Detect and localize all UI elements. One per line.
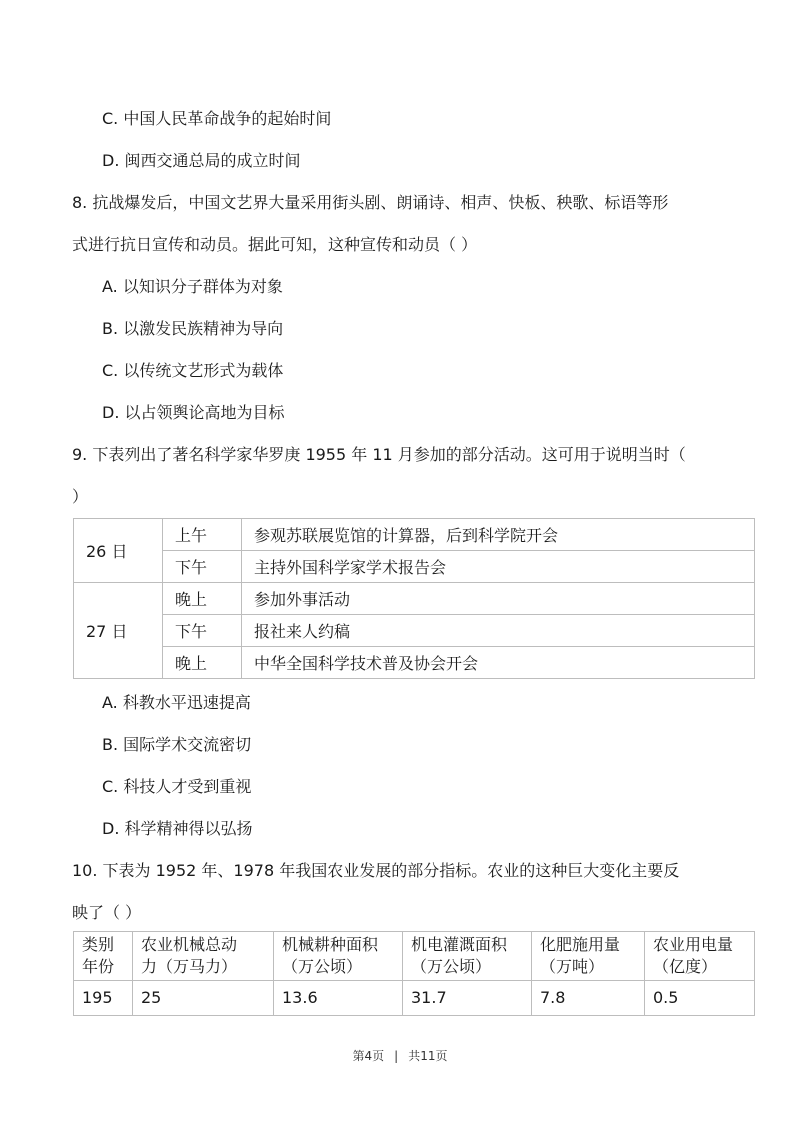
page-total: 共11页: [408, 1049, 448, 1063]
table-row: [74, 981, 755, 1016]
time-cell: 晚上: [163, 647, 242, 679]
year-cell: 195: [74, 981, 133, 1016]
column-header: [133, 932, 274, 981]
q8-option-d: D. 以占领舆论高地为目标: [102, 403, 285, 422]
page-footer: [0, 1047, 800, 1064]
activity-cell: 参观苏联展览馆的计算器，后到科学院开会: [242, 519, 755, 551]
column-header-line1: 农业机械总动: [141, 935, 238, 954]
table-cell: 7.8: [532, 981, 645, 1016]
table-cell: 13.6: [274, 981, 403, 1016]
table-cell: 0.5: [645, 981, 755, 1016]
footer-separator: |: [394, 1049, 399, 1063]
time-cell: 下午: [163, 615, 242, 647]
activity-cell: 报社来人约稿: [242, 615, 755, 647]
activity-cell: 参加外事活动: [242, 583, 755, 615]
q8-option-a: A. 以知识分子群体为对象: [102, 277, 283, 296]
column-header: [403, 932, 532, 981]
time-cell: 晚上: [163, 583, 242, 615]
table-row: [74, 615, 755, 647]
q9-stem-line2: ）: [72, 487, 89, 506]
table-row: [74, 647, 755, 679]
table-row: [74, 551, 755, 583]
schedule-table: [73, 518, 755, 679]
agriculture-table: [73, 931, 755, 1016]
page-number: 第4页: [352, 1049, 385, 1063]
day-cell: 27 日: [74, 583, 163, 679]
q8-option-c: C. 以传统文艺形式为载体: [102, 361, 284, 380]
q9-option-d: D. 科学精神得以弘扬: [102, 819, 253, 838]
time-cell: 上午: [163, 519, 242, 551]
table-row: [74, 583, 755, 615]
activity-cell: 中华全国科学技术普及协会开会: [242, 647, 755, 679]
table-cell: 25: [133, 981, 274, 1016]
column-header-line2: （万公顷）: [282, 957, 363, 976]
table-cell: 31.7: [403, 981, 532, 1016]
column-header: [645, 932, 755, 981]
q10-stem-line1: 10. 下表为 1952 年、1978 年我国农业发展的部分指标。农业的这种巨大变化主要反: [72, 861, 680, 880]
q9-option-b: B. 国际学术交流密切: [102, 735, 252, 754]
q10-stem-line2: 映了（ ）: [72, 903, 142, 922]
column-header-line2: （万吨）: [540, 957, 605, 976]
column-header: [532, 932, 645, 981]
q9-option-c: C. 科技人才受到重视: [102, 777, 252, 796]
corner-header-cell: [74, 932, 133, 981]
column-header-line1: 机电灌溉面积: [411, 935, 508, 954]
time-cell: 下午: [163, 551, 242, 583]
q9-stem-line1: 9. 下表列出了著名科学家华罗庚 1955 年 11 月参加的部分活动。这可用于说明当时（: [72, 445, 686, 464]
activity-cell: 主持外国科学家学术报告会: [242, 551, 755, 583]
column-header: [274, 932, 403, 981]
day-cell: 26 日: [74, 519, 163, 583]
corner-header-top: 类别: [82, 935, 115, 954]
q8-option-b: B. 以激发民族精神为导向: [102, 319, 284, 338]
table-row: [74, 519, 755, 551]
column-header-line1: 农业用电量: [653, 935, 734, 954]
q8-stem-line2: 式进行抗日宣传和动员。据此可知，这种宣传和动员（ ）: [72, 235, 478, 254]
q7-option-d: D. 闽西交通总局的成立时间: [102, 151, 301, 170]
q9-option-a: A. 科教水平迅速提高: [102, 693, 251, 712]
q8-stem-line1: 8. 抗战爆发后，中国文艺界大量采用街头剧、朗诵诗、相声、快板、秧歌、标语等形: [72, 193, 669, 212]
column-header-line2: （万公顷）: [411, 957, 492, 976]
q7-option-c: C. 中国人民革命战争的起始时间: [102, 109, 332, 128]
column-header-line1: 机械耕种面积: [282, 935, 379, 954]
column-header-line2: （亿度）: [653, 957, 718, 976]
column-header-line2: 力（万马力）: [141, 957, 238, 976]
column-header-line1: 化肥施用量: [540, 935, 621, 954]
corner-header-bottom: 年份: [82, 957, 115, 976]
table-header-row: [74, 932, 755, 981]
